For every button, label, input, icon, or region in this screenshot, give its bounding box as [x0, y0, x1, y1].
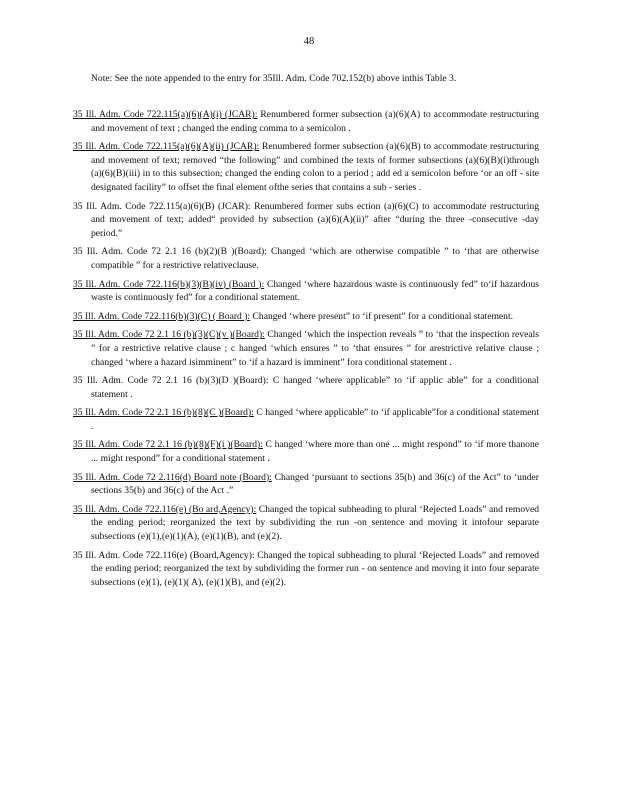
- amendment-entry: [73, 310, 539, 324]
- entry-citation: 35 Ill. Adm. Code 722.116(b)(3)(B)(iv) (Board ):: [73, 278, 265, 290]
- amendment-entry: [73, 549, 539, 590]
- entry-description: Changed the topical subheading to plural ‘Rejected Loads” and removed the ending period; reorganized the text by subdividing the run -on sentence and moving it intofour separate subsections (e)(1),(e)(1)(A), (e)(1)(B), and (e)(2).: [91, 503, 539, 543]
- entry-citation: 35 Ill. Adm. Code 72 2.1 16 (b)(3)(C)(v )(Board):: [73, 329, 265, 341]
- entry-description: Renumbered former subsection (a)(6)(B) to accommodate restructuring and movement of text; removed “the following” and combined the texts of former subsections (a)(6)(B)(i)through (a)(6)(B)(iii) in to this subsection; changed the ending colon to a period ; add ed a semicolon before ‘or an off - site designated facility” to offset the final element ofthe series that contains a sub - series .: [91, 141, 539, 193]
- entry-description: C hanged ‘where applicable” to ‘if applicable”for a conditional statement .: [91, 407, 539, 432]
- amendment-entry: [73, 374, 539, 401]
- entry-citation: 35 Ill. Adm. Code 722.115(a)(6)(A)(ii) (JCAR):: [73, 141, 260, 153]
- entry-description: C hanged ‘where more than one ... might respond” to ‘if more thanone ... might respond” for a conditional statement .: [91, 439, 539, 465]
- entry-citation: 35 Ill. Adm. Code 722.115(a)(6)(B) (JCAR):: [73, 200, 251, 212]
- amendment-entry: [73, 108, 539, 135]
- amendment-entry: [73, 471, 539, 498]
- entry-description: C hanged ‘where applicable” to ‘if applic able” for a conditional statement .: [91, 375, 539, 400]
- entry-citation: 35 Ill. Adm. Code 72 2.1 16 (b)(8)(F)(i )(Board):: [73, 439, 263, 451]
- entry-citation: 35 Ill. Adm. Code 722.116(e) (Board,Agency):: [73, 549, 255, 561]
- entry-description: Changed ‘pursuant to sections 35(b) and 36(c) of the Act” to ‘under sections 35(b) and 36(c) of the Act .”: [91, 471, 539, 497]
- amendment-entry: [73, 200, 539, 241]
- table-note: Note: See the note appended to the entry for 35Ill. Adm. Code 702.152(b) above inthis Table 3.: [91, 73, 457, 84]
- amendment-entry: [73, 140, 539, 194]
- entry-citation: 35 Ill. Adm. Code 722.116(e) (Bo ard,Agency):: [73, 503, 257, 515]
- entry-citation: 35 Ill. Adm. Code 722.116(b)(3)(C) ( Board ):: [73, 310, 251, 322]
- entry-citation: 35 Ill. Adm. Code 722.115(a)(6)(A)(i) (JCAR):: [73, 109, 258, 120]
- entry-citation: 35 Ill. Adm. Code 72 2.1 16 (b)(3)(D )(Board):: [73, 375, 269, 387]
- entry-citation: 35 Ill. Adm. Code 72 2.116(d) Board note (Board):: [73, 471, 272, 483]
- entry-description: Changed ‘where hazardous waste is continuously fed” to‘if hazardous waste is continuously fed” for a conditional statement.: [91, 278, 539, 304]
- entry-citation: 35 Ill. Adm. Code 72 2.1 16 (b)(8)(C )(Board):: [73, 407, 254, 419]
- entry-description: Changed the topical subheading to plural ‘Rejected Loads” and removed the ending period; reorganized the text by subdividing the former run - on sentence and moving it into four separate subsections (e)(1), (e)(1)( A), (e)(1)(B), and (e)(2).: [91, 549, 539, 588]
- amendment-entry: [73, 503, 539, 544]
- amendment-entry: [73, 438, 539, 465]
- entry-citation: 35 Ill. Adm. Code 72 2.1 16 (b)(2)(B )(Board):: [73, 246, 267, 258]
- amendment-entry: [73, 328, 539, 369]
- entry-description: Changed ‘which the inspection reveals ” to ‘that the inspection reveals ” for a restrictive relative clause ; c hanged ‘which ensures ” to ‘that ensures ” for arestrictive relative clause ; changed ‘where a hazard isimminent” to ‘if a hazard is imminent” fora conditional statement .: [91, 329, 539, 368]
- entry-description: Renumbered former subsection (a)(6)(A) to accommodate restructuring and movement of text ; changed the ending comma to a semicolon .: [91, 109, 539, 134]
- amendment-entry: [73, 278, 539, 305]
- entry-description: Changed ‘where present” to ‘if present” for a conditional statement.: [250, 310, 514, 322]
- amendment-entry: [73, 406, 539, 433]
- entry-description: Renumbered former subs ection (a)(6)(C) to accommodate restructuring and movement of text; added“ provided by subsection (a)(6)(A)(ii)” after “during the three -consecutive -day period.”: [91, 200, 539, 239]
- amendment-entry: [73, 245, 539, 272]
- page-number: 48: [303, 36, 315, 47]
- entry-description: Changed ‘which are otherwise compatible ” to ‘that are otherwise compatible ” for a restrictive relativeclause.: [91, 246, 539, 271]
- amendment-entries: [73, 108, 539, 594]
